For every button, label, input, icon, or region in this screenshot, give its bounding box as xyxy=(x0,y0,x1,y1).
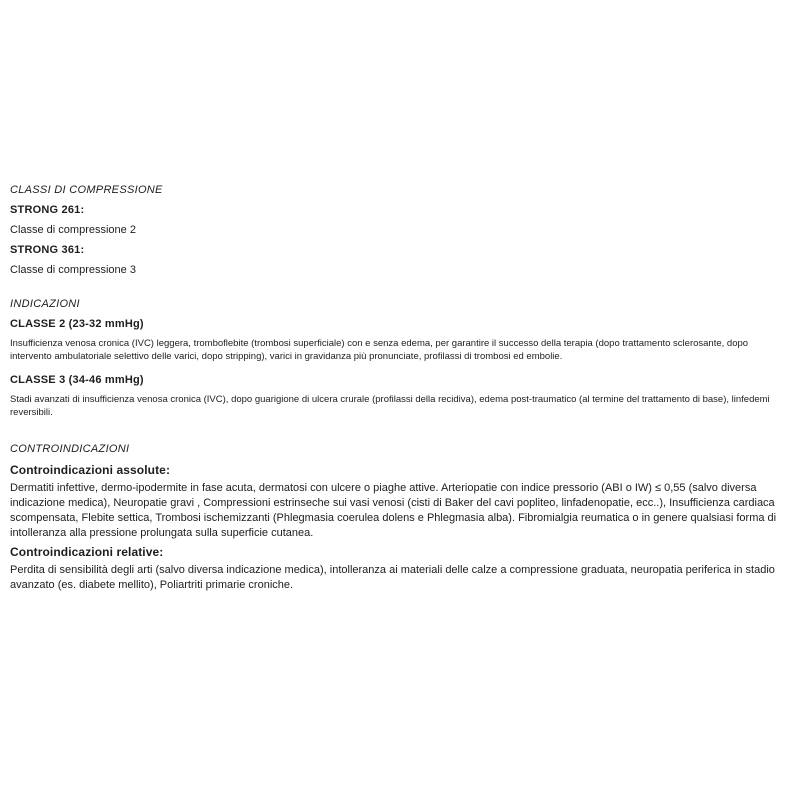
entry-label-classe-2: CLASSE 2 (23-32 mmHg) xyxy=(10,318,144,330)
entry-text-classe-3: Stadi avanzati di insufficienza venosa cronica (IVC), dopo guarigione di ulcera crurale (profilassi della recidiva), edema post-traumatico (al termine del trattamento di base), linfedemi reversibili. xyxy=(10,394,770,418)
entry-label-controindicazioni-relative: Controindicazioni relative: xyxy=(10,545,164,559)
section-indicazioni xyxy=(10,298,788,419)
section-heading-classi-di-compressione: CLASSI DI COMPRESSIONE xyxy=(10,184,163,196)
entry-label-controindicazioni-assolute: Controindicazioni assolute: xyxy=(10,463,171,477)
entry-text-strong-361: Classe di compressione 3 xyxy=(10,264,136,276)
section-heading-controindicazioni: CONTROINDICAZIONI xyxy=(10,443,130,455)
section-classi-di-compressione xyxy=(10,184,788,277)
section-controindicazioni xyxy=(10,443,788,593)
entry-label-classe-3: CLASSE 3 (34-46 mmHg) xyxy=(10,374,144,386)
entry-text-controindicazioni-assolute: Dermatiti infettive, dermo-ipodermite in fase acuta, dermatosi con ulcere o piaghe attive. Arteriopatie con indice pressorio (ABI o IW) ≤ 0,55 (salvo diversa indicazione medica), Neuropatie gravi , Compressioni estrinseche sui vasi venosi (cisti di Baker del cavi popliteo, linfadenopatie, ecc..), Insufficienza cardiaca scompensata, Flebite settica, Trombosi ischemizzanti (Phlegmasia coerulea dolens e Phlegmasia alba). Fibromialgia reumatica o in genere qualsiasi forma di intolleranza alla pressione prolungata sulla superficie cutanea. xyxy=(10,482,777,539)
section-heading-indicazioni: INDICAZIONI xyxy=(10,298,80,310)
entry-text-classe-2: Insufficienza venosa cronica (IVC) leggera, tromboflebite (trombosi superficiale) con e senza edema, per garantire il successo della terapia (dopo trattamento sclerosante, dopo intervento ambulatoriale selettivo delle varici, dopo stripping), varici in gravidanza più pronunciate, profilassi di trombosi ed embolie. xyxy=(10,338,749,362)
entry-label-strong-261: STRONG 261: xyxy=(10,204,85,216)
entry-text-strong-261: Classe di compressione 2 xyxy=(10,224,136,236)
entry-text-controindicazioni-relative: Perdita di sensibilità degli arti (salvo diversa indicazione medica), intolleranza ai materiali delle calze a compressione graduata, neuropatia periferica in stadio avanzato (es. diabete mellito), Poliartriti primarie croniche. xyxy=(10,564,775,591)
entry-label-strong-361: STRONG 361: xyxy=(10,244,85,256)
